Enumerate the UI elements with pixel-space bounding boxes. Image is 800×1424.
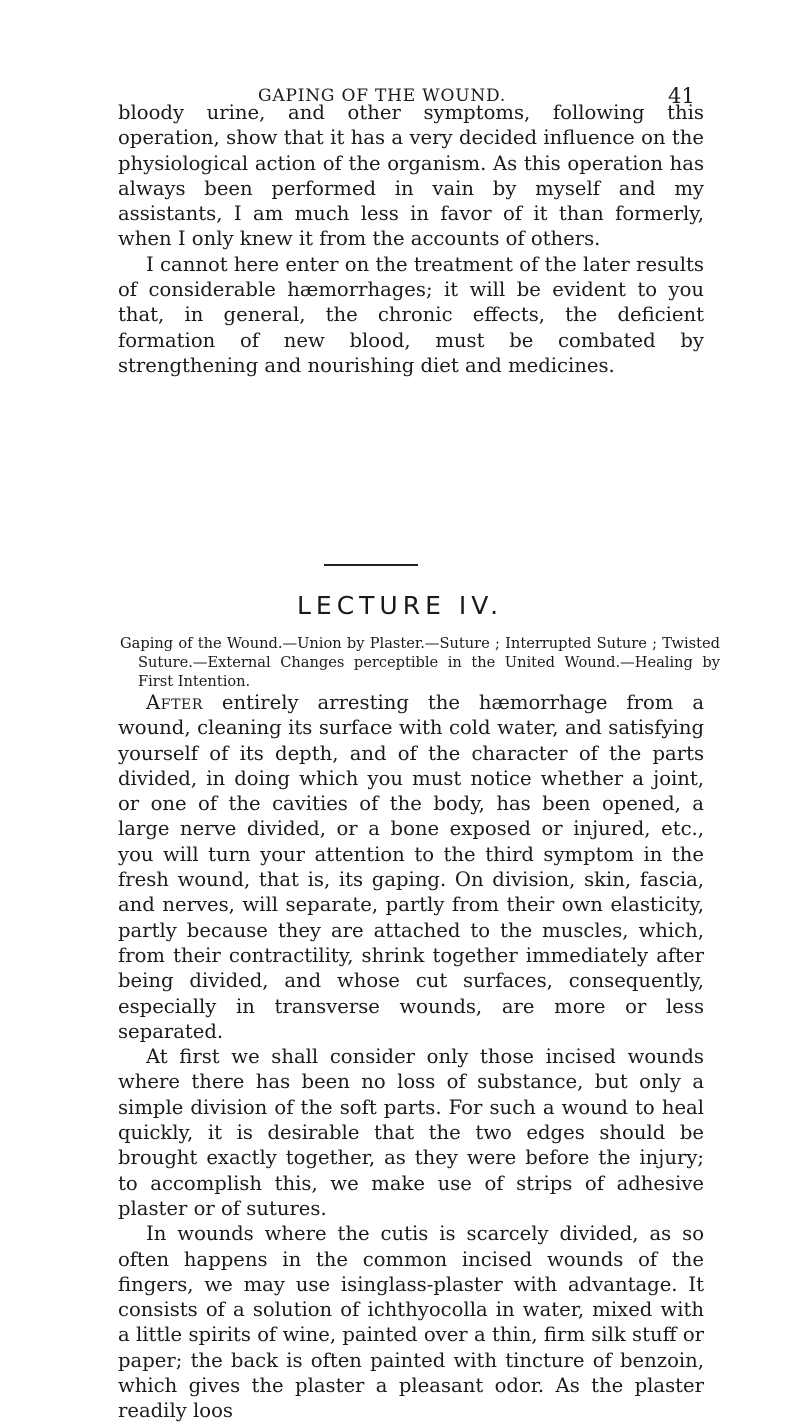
section-divider — [324, 564, 418, 566]
lecture-body — [118, 690, 704, 1424]
lecture-synopsis: Gaping of the Wound.—Union by Plaster.—Suture ; Interrupted Suture ; Twisted Suture.—External Changes perceptible in the United Wound.—Healing by First Intention. — [120, 635, 720, 690]
page-number: 41 — [668, 84, 695, 108]
paragraph — [118, 690, 704, 1044]
running-head: GAPING OF THE WOUND. — [258, 86, 507, 106]
opening-word: After — [146, 691, 203, 714]
paragraph: At first we shall consider only those incised wounds where there has been no loss of substance, but only a simple division of the soft parts. For such a wound to heal quickly, it is desirable that the two edges should be brought exactly together, as they were before the injury; to accomplish this, we make use of strips of adhesive plaster or of sutures. — [118, 1045, 704, 1220]
lecture-title: LECTURE IV. — [296, 591, 504, 620]
top-text-block — [118, 100, 704, 378]
paragraph: I cannot here enter on the treatment of the later results of considerable hæmorrhages; it will be evident to you that, in general, the chronic effects, the deficient formation of new blood, must be combated by strengthening and nourishing diet and medicines. — [118, 252, 704, 377]
paragraph-text: entirely arresting the hæmorrhage from a wound, cleaning its surface with cold water, and satisfying yourself of its depth, and of the character of the parts divided, in doing which you must notice whether a joint, or one of the cavities of the body, has been opened, a large nerve divided, or a bone exposed or injured, etc., you will turn your attention to the third symptom in the fresh wound, that is, its gaping. On division, skin, fascia, and nerves, will separate, partly from their own elasticity, partly because they are attached to the muscles, which, from their contractility, shrink together immediately after being divided, and whose cut surfaces, consequently, especially in transverse wounds, are more or less separated. — [118, 691, 704, 1043]
paragraph: bloody urine, and other symptoms, following this operation, show that it has a very decided influence on the physiological action of the organism. As this operation has always been performed in vain by myself and my assistants, I am much less in favor of it than formerly, when I only knew it from the accounts of others. — [118, 101, 704, 251]
paragraph: In wounds where the cutis is scarcely divided, as so often happens in the common incised wounds of the fingers, we may use isinglass-plaster with advantage. It consists of a solution of ichthyocolla in water, mixed with a little spirits of wine, painted over a thin, firm silk stuff or paper; the back is often painted with tincture of benzoin, which gives the plaster a pleasant odor. As the plaster readily loos — [118, 1222, 704, 1423]
